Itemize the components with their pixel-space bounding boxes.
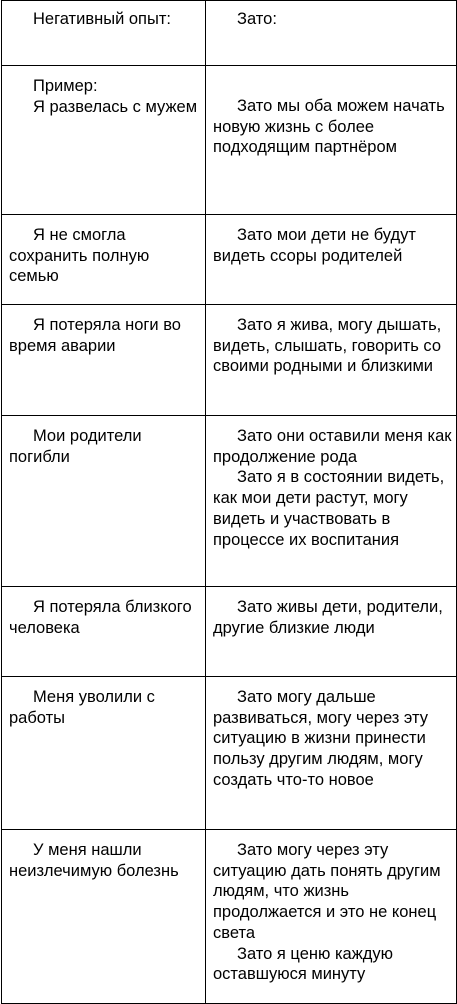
negative-text: Пример:	[33, 77, 98, 95]
negative-cell	[2, 305, 206, 416]
negative-cell	[2, 66, 206, 215]
negative-text: У меня нашли неизлечимую болезнь	[9, 841, 179, 880]
header-but-label: Зато:	[237, 10, 277, 28]
negative-cell	[2, 677, 206, 830]
but-text: Зато я жива, могу дышать, видеть, слышать, говорить со своими родными и близкими	[213, 316, 442, 376]
negative-experience-table	[1, 0, 457, 1004]
but-cell	[206, 587, 457, 677]
but-text: Зато могу через эту ситуацию дать понять другим людям, что жизнь продолжается и это не конец света	[213, 841, 441, 942]
but-text: Зато могу дальше развиваться, могу через эту ситуацию в жизни принести пользу другим людям, могу создать что-то новое	[213, 688, 428, 789]
table-row	[2, 587, 457, 677]
negative-text: Я развелась с мужем	[33, 97, 198, 116]
negative-text: Я потеряла ноги во время аварии	[9, 316, 181, 355]
but-text: Зато мои дети не будут видеть ссоры родителей	[213, 226, 416, 265]
but-text: Зато живы дети, родители, другие близкие люди	[213, 598, 443, 637]
header-negative-label: Негативный опыт:	[33, 10, 171, 28]
negative-cell	[2, 215, 206, 305]
table-header-row	[2, 1, 457, 66]
negative-text: Я не смогла сохранить полную семью	[9, 226, 150, 286]
negative-cell	[2, 587, 206, 677]
negative-text: Меня уволили с работы	[9, 688, 155, 727]
header-negative-cell	[2, 1, 206, 66]
but-text: Зато я ценю каждую оставшуюся минуту	[213, 944, 393, 984]
header-but-cell	[206, 1, 457, 66]
but-text: Зато я в состоянии видеть, как мои дети растут, могу видеть и участвовать в процессе их воспитания	[213, 468, 445, 549]
but-cell	[206, 416, 457, 587]
table-row	[2, 677, 457, 830]
but-text: Зато мы оба можем начать новую жизнь с более подходящим партнёром	[213, 97, 445, 157]
table-row	[2, 830, 457, 1004]
table-row	[2, 66, 457, 215]
but-cell	[206, 305, 457, 416]
negative-cell	[2, 830, 206, 1004]
but-cell	[206, 677, 457, 830]
but-text: Зато они оставили меня как продолжение рода	[213, 427, 452, 466]
but-cell	[206, 830, 457, 1004]
negative-text: Я потеряла близкого человека	[9, 598, 192, 637]
but-cell	[206, 66, 457, 215]
table-row	[2, 416, 457, 587]
table-row	[2, 305, 457, 416]
table-row	[2, 215, 457, 305]
negative-text: Мои родители погибли	[9, 427, 142, 466]
negative-cell	[2, 416, 206, 587]
but-cell	[206, 215, 457, 305]
